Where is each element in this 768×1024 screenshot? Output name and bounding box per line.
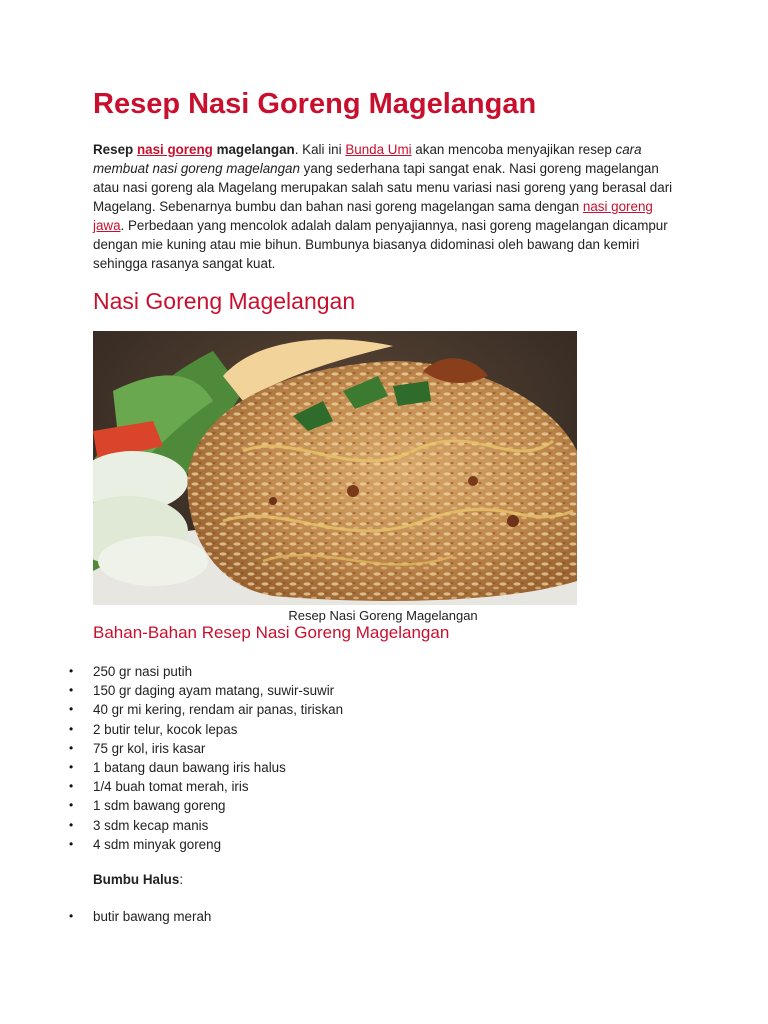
intro-italic-phrase: cara membuat nasi goreng magelangan <box>93 142 642 176</box>
bumbu-halus-colon: : <box>179 872 184 887</box>
list-item: • 250 gr nasi putih <box>93 662 343 681</box>
list-item: • 150 gr daging ayam matang, suwir-suwir <box>93 681 343 700</box>
intro-text-2: akan mencoba menyajikan resep <box>411 142 616 157</box>
bumbu-list <box>93 907 211 926</box>
image-caption: Resep Nasi Goreng Magelangan <box>288 608 478 623</box>
intro-text-3: yang sederhana tapi sangat enak. Nasi goreng magelangan atau nasi goreng ala Magelang merupakan salah satu menu variasi nasi goreng yang berasal dari Magelang. Sebenarnya bumbu dan bahan nasi goreng magelangan sama dengan <box>93 161 673 214</box>
list-item: • 2 butir telur, kocok lepas <box>93 720 343 739</box>
list-item: • 1 sdm bawang goreng <box>93 796 343 815</box>
list-item: • 4 sdm minyak goreng <box>93 835 343 854</box>
list-item: • 75 gr kol, iris kasar <box>93 739 343 758</box>
page-title: Resep Nasi Goreng Magelangan <box>93 88 537 120</box>
bumbu-halus-label: Bumbu Halus <box>93 872 180 887</box>
link-nasi-goreng-jawa[interactable]: nasi goreng jawa <box>93 199 653 233</box>
list-item: • 40 gr mi kering, rendam air panas, tiriskan <box>93 700 343 719</box>
list-item: • butir bawang merah <box>93 907 211 926</box>
link-nasi-goreng[interactable]: nasi goreng <box>136 142 213 157</box>
list-item: • 1/4 buah tomat merah, iris <box>93 777 343 796</box>
intro-text-4: . Perbedaan yang mencolok adalah dalam penyajiannya, nasi goreng magelangan dicampur dengan mie kuning atau mie bihun. Bumbunya biasanya didominasi oleh bawang dan kemiri sehingga rasanya sangat kuat. <box>93 218 668 271</box>
list-item: • 3 sdm kecap manis <box>93 816 343 835</box>
intro-text-1: . Kali ini <box>294 142 346 157</box>
intro-resep-word: Resep <box>93 142 134 157</box>
intro-paragraph <box>93 140 678 273</box>
link-bunda-umi[interactable]: Bunda Umi <box>345 142 412 157</box>
intro-magelangan-word: magelangan <box>216 142 295 157</box>
food-photo <box>93 331 577 605</box>
bumbu-halus-title <box>93 872 183 887</box>
list-item: • 1 batang daun bawang iris halus <box>93 758 343 777</box>
ingredients-heading: Bahan-Bahan Resep Nasi Goreng Magelangan <box>93 623 450 642</box>
section-heading: Nasi Goreng Magelangan <box>93 288 356 314</box>
ingredients-list <box>93 662 343 854</box>
